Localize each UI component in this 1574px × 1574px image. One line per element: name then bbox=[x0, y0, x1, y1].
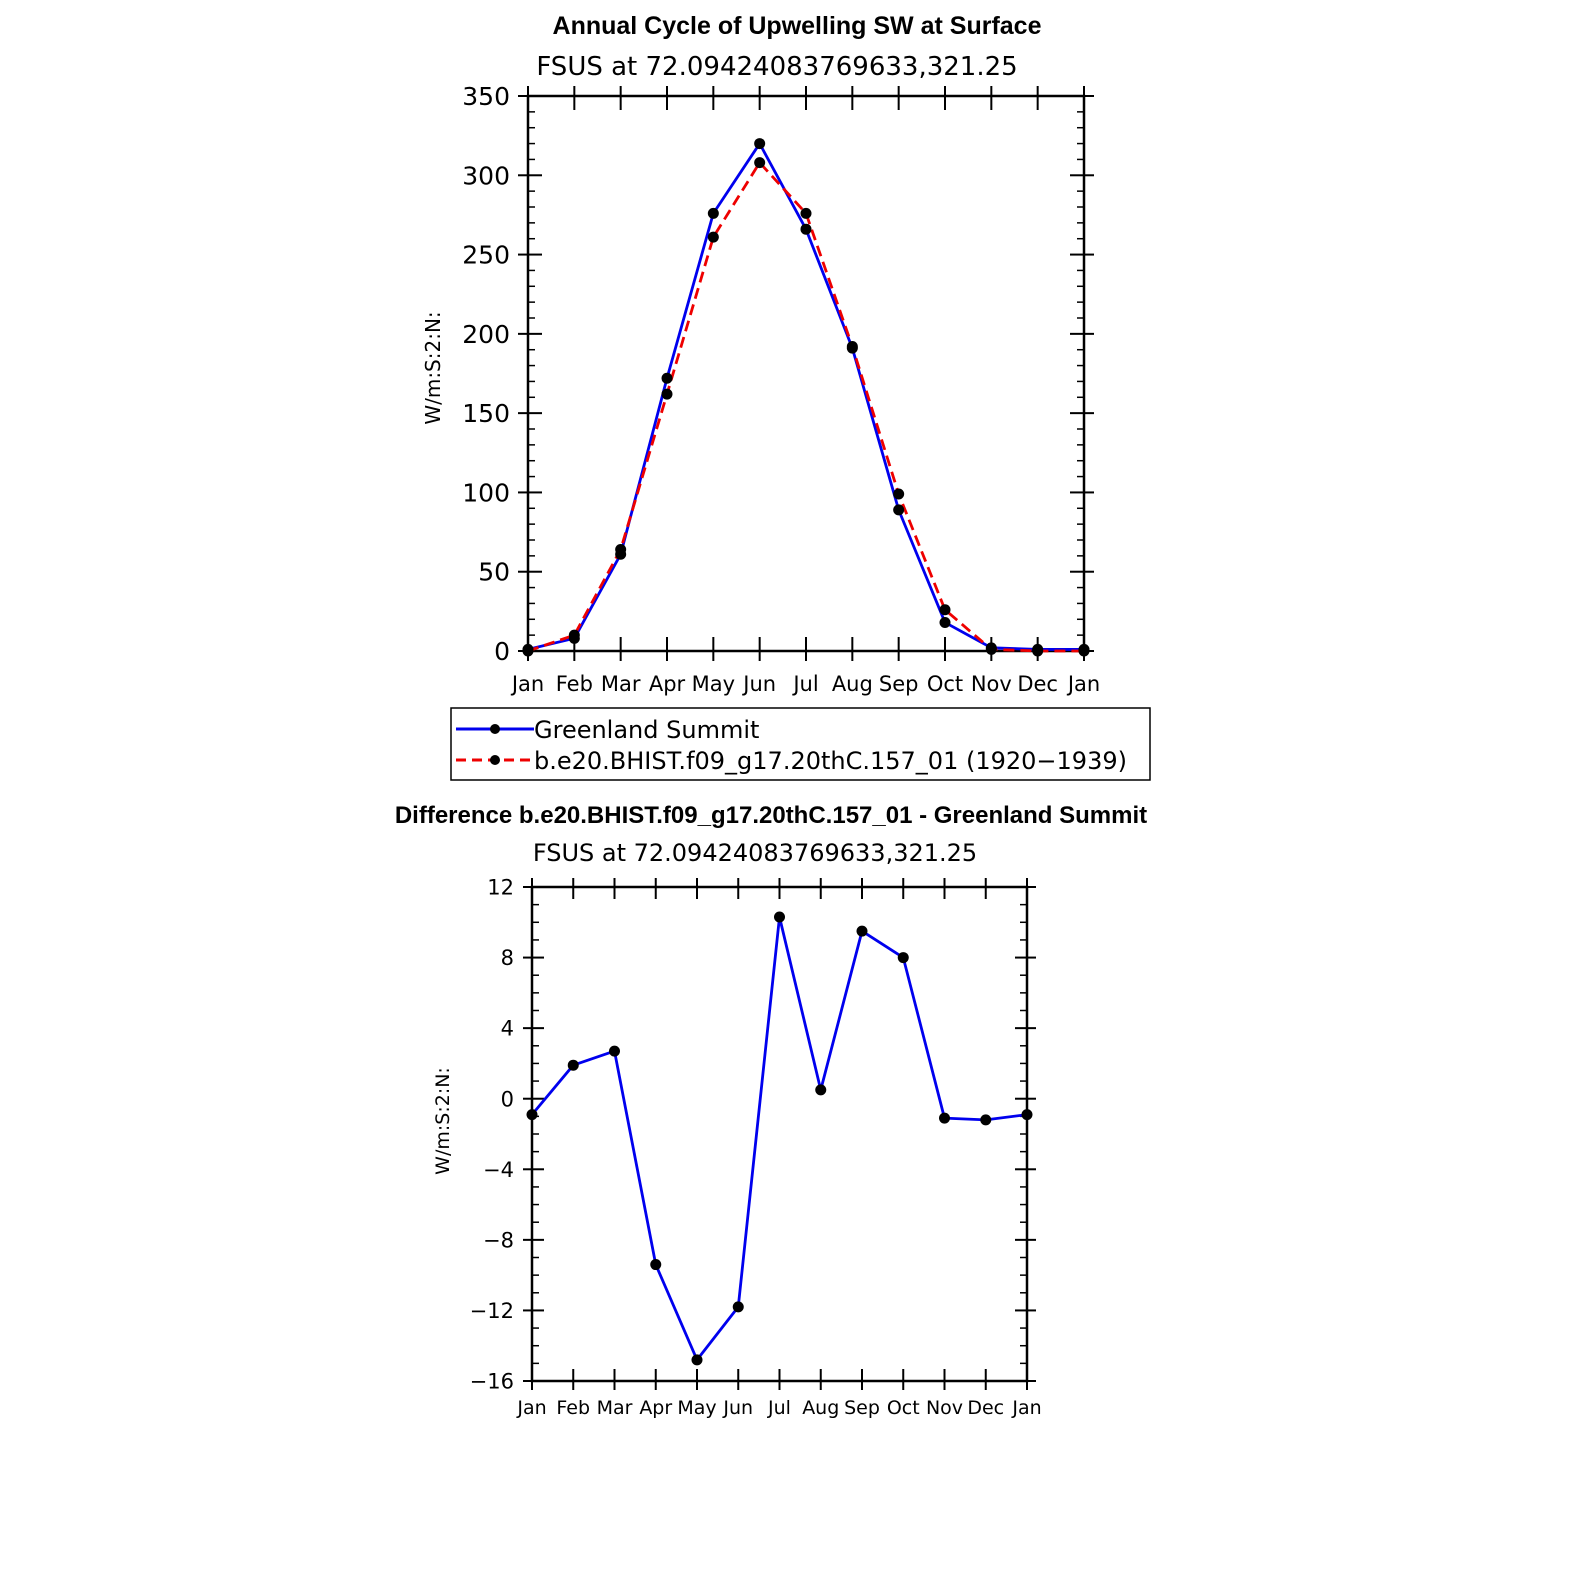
x-tick-label: Jul bbox=[793, 672, 819, 696]
y-tick-label: 8 bbox=[500, 946, 514, 971]
legend bbox=[451, 708, 1150, 780]
legend-label-greenland-summit: Greenland Summit bbox=[534, 716, 760, 744]
data-point-1 bbox=[1032, 646, 1043, 657]
annual-cycle-panel bbox=[421, 12, 1100, 696]
x-tick-label: Dec bbox=[967, 1397, 1005, 1419]
data-point-0 bbox=[940, 617, 951, 628]
x-tick-label: May bbox=[691, 672, 736, 696]
panel1-ylabel: W/m:S:2:N: bbox=[421, 311, 445, 425]
data-point-0 bbox=[939, 1113, 950, 1124]
y-tick-label: 200 bbox=[462, 319, 510, 349]
data-point-1 bbox=[708, 232, 719, 243]
data-point-0 bbox=[662, 373, 673, 384]
x-tick-label: May bbox=[677, 1397, 717, 1419]
data-point-0 bbox=[1022, 1109, 1033, 1120]
x-tick-label: Jan bbox=[1067, 672, 1101, 696]
y-tick-label: 50 bbox=[478, 557, 510, 587]
data-point-1 bbox=[893, 489, 904, 500]
panel1-title: Annual Cycle of Upwelling SW at Surface bbox=[552, 12, 1042, 40]
data-point-0 bbox=[609, 1046, 620, 1057]
x-tick-label: Aug bbox=[831, 672, 873, 696]
y-tick-label: 150 bbox=[462, 399, 510, 429]
plot-frame bbox=[532, 887, 1027, 1381]
data-point-1 bbox=[754, 157, 765, 168]
data-point-0 bbox=[893, 504, 904, 515]
y-tick-label: 0 bbox=[494, 637, 510, 666]
data-point-0 bbox=[527, 1109, 538, 1120]
panel2-title: Difference b.e20.BHIST.f09_g17.20thC.157_01 - Greenland Summit bbox=[394, 802, 1148, 829]
x-tick-label: Mar bbox=[596, 1397, 633, 1419]
y-tick-label: 100 bbox=[462, 478, 510, 508]
x-tick-label: Jun bbox=[723, 1397, 754, 1419]
x-tick-label: Sep bbox=[844, 1397, 880, 1419]
x-tick-label: Jan bbox=[517, 1397, 547, 1419]
data-point-0 bbox=[898, 952, 909, 963]
x-tick-label: Oct bbox=[886, 1397, 920, 1419]
data-point-0 bbox=[692, 1354, 703, 1365]
data-point-1 bbox=[569, 630, 580, 641]
y-tick-label: 250 bbox=[462, 240, 510, 270]
data-point-0 bbox=[774, 911, 785, 922]
series-line-0 bbox=[532, 917, 1027, 1360]
data-point-0 bbox=[754, 138, 765, 149]
x-tick-label: Feb bbox=[555, 672, 593, 696]
difference-panel bbox=[395, 802, 1147, 1419]
y-tick-label: 300 bbox=[462, 161, 510, 191]
x-tick-label: Apr bbox=[648, 672, 686, 696]
x-tick-label: Jun bbox=[743, 672, 777, 696]
data-point-0 bbox=[650, 1259, 661, 1270]
x-tick-label: Aug bbox=[802, 1397, 840, 1419]
data-point-1 bbox=[847, 341, 858, 352]
data-point-1 bbox=[615, 544, 626, 555]
y-tick-label: −16 bbox=[469, 1369, 514, 1394]
data-point-0 bbox=[708, 208, 719, 219]
y-tick-label: 4 bbox=[500, 1016, 514, 1041]
panel2-subtitle: FSUS at 72.09424083769633,321.25 bbox=[532, 839, 978, 867]
data-point-0 bbox=[801, 224, 812, 235]
data-point-0 bbox=[857, 926, 868, 937]
panel1-axes bbox=[462, 82, 1100, 696]
x-tick-label: Oct bbox=[926, 672, 964, 696]
x-tick-label: Apr bbox=[639, 1397, 673, 1419]
panel1-series bbox=[523, 138, 1090, 656]
y-tick-label: −12 bbox=[469, 1298, 514, 1323]
panel2-ylabel: W/m:S:2:N: bbox=[432, 1067, 454, 1175]
data-point-0 bbox=[733, 1301, 744, 1312]
y-tick-label: 12 bbox=[487, 875, 514, 900]
x-tick-label: Jul bbox=[768, 1397, 791, 1419]
data-point-1 bbox=[801, 208, 812, 219]
x-tick-label: Jan bbox=[1012, 1397, 1042, 1419]
data-point-1 bbox=[940, 604, 951, 615]
data-point-1 bbox=[1079, 646, 1090, 657]
panel1-subtitle: FSUS at 72.09424083769633,321.25 bbox=[536, 52, 1018, 82]
y-tick-label: 350 bbox=[462, 82, 510, 111]
data-point-0 bbox=[815, 1084, 826, 1095]
x-tick-label: Dec bbox=[1017, 672, 1058, 696]
y-tick-label: −8 bbox=[483, 1228, 514, 1253]
y-tick-label: 0 bbox=[500, 1087, 514, 1112]
x-tick-label: Jan bbox=[511, 672, 545, 696]
panel2-series bbox=[527, 911, 1033, 1365]
data-point-0 bbox=[980, 1114, 991, 1125]
x-tick-label: Nov bbox=[925, 1397, 964, 1419]
series-line-0 bbox=[528, 144, 1084, 650]
data-point-1 bbox=[986, 644, 997, 655]
x-tick-label: Feb bbox=[556, 1397, 591, 1419]
data-point-1 bbox=[523, 646, 534, 657]
series-line-1 bbox=[528, 163, 1084, 651]
data-point-1 bbox=[662, 389, 673, 400]
x-tick-label: Nov bbox=[970, 672, 1012, 696]
legend-marker-greenland-summit bbox=[490, 724, 500, 734]
legend-marker-bhist bbox=[490, 755, 500, 765]
x-tick-label: Sep bbox=[878, 672, 919, 696]
y-tick-label: −4 bbox=[483, 1157, 514, 1182]
legend-label-bhist: b.e20.BHIST.f09_g17.20thC.157_01 (1920−1939) bbox=[534, 747, 1127, 775]
data-point-0 bbox=[568, 1060, 579, 1071]
x-tick-label: Mar bbox=[600, 672, 641, 696]
